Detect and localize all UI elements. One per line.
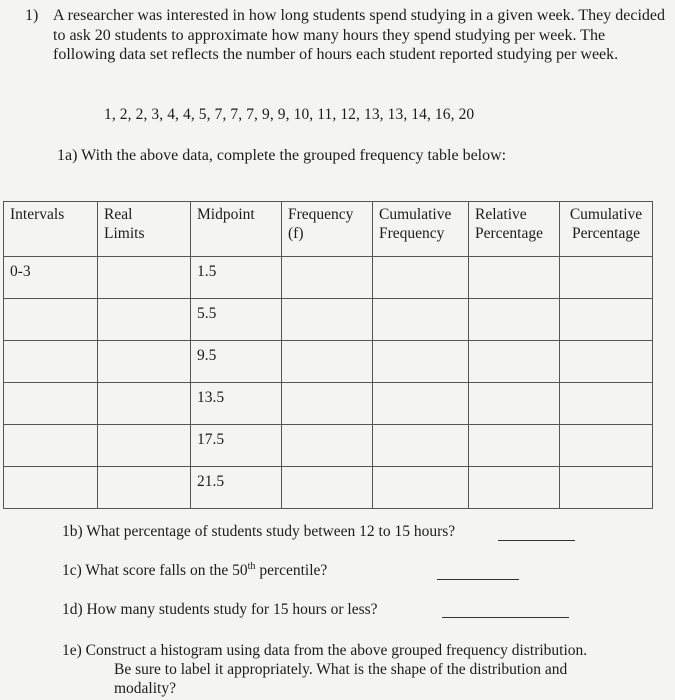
header-cumulative-percentage: Cumulative Percentage	[560, 202, 653, 257]
question-text: A researcher was interested in how long students spend studying in a given week. They decided to ask 20 students to approximate how many hours they spend studying per week. The following data set reflects the number of hours each student reported studying per week.	[53, 7, 665, 63]
cumulative-percentage-cell[interactable]	[560, 257, 653, 299]
frequency-cell[interactable]	[282, 299, 373, 341]
cumulative-percentage-cell[interactable]	[560, 425, 653, 467]
real-limits-cell[interactable]	[98, 467, 191, 509]
cumulative-frequency-cell[interactable]	[373, 257, 469, 299]
part-a-prompt: 1a) With the above data, complete the grouped frequency table below:	[57, 147, 507, 164]
midpoint-cell: 5.5	[191, 299, 282, 341]
interval-cell[interactable]	[4, 341, 98, 383]
part-c-prompt: 1c) What score falls on the 50th percentile?	[62, 560, 328, 579]
midpoint-cell: 1.5	[191, 257, 282, 299]
part-e-prompt: 1e) Construct a histogram using data from the above grouped frequency distribution. Be sure to label it appropriately. What is the shape of the distribution and modality?	[62, 642, 588, 697]
cumulative-frequency-cell[interactable]	[373, 467, 469, 509]
interval-cell[interactable]	[4, 299, 98, 341]
table-row	[4, 341, 653, 383]
relative-percentage-cell[interactable]	[469, 299, 560, 341]
cumulative-percentage-cell[interactable]	[560, 467, 653, 509]
header-intervals: Intervals	[4, 202, 98, 257]
cumulative-frequency-cell[interactable]	[373, 341, 469, 383]
cumulative-percentage-cell[interactable]	[560, 299, 653, 341]
interval-cell[interactable]	[4, 425, 98, 467]
cumulative-frequency-cell[interactable]	[373, 299, 469, 341]
relative-percentage-cell[interactable]	[469, 383, 560, 425]
interval-cell[interactable]	[4, 467, 98, 509]
real-limits-cell[interactable]	[98, 425, 191, 467]
part-d-answer-blank[interactable]	[442, 617, 569, 618]
frequency-cell[interactable]	[282, 425, 373, 467]
real-limits-cell[interactable]	[98, 299, 191, 341]
frequency-cell[interactable]	[282, 383, 373, 425]
question-number: 1)	[25, 7, 39, 24]
header-real-limits: Real Limits	[98, 202, 191, 257]
frequency-cell[interactable]	[282, 257, 373, 299]
table-row	[4, 425, 653, 467]
frequency-cell[interactable]	[282, 341, 373, 383]
relative-percentage-cell[interactable]	[469, 425, 560, 467]
cumulative-percentage-cell[interactable]	[560, 383, 653, 425]
cumulative-frequency-cell[interactable]	[373, 425, 469, 467]
table-row	[4, 383, 653, 425]
midpoint-cell: 21.5	[191, 467, 282, 509]
part-b-prompt: 1b) What percentage of students study between 12 to 15 hours?	[62, 523, 456, 540]
midpoint-cell: 17.5	[191, 425, 282, 467]
header-cumulative-frequency: Cumulative Frequency	[373, 202, 469, 257]
table-row	[4, 299, 653, 341]
real-limits-cell[interactable]	[98, 383, 191, 425]
grouped-frequency-table	[3, 201, 653, 509]
midpoint-cell: 13.5	[191, 383, 282, 425]
midpoint-cell: 9.5	[191, 341, 282, 383]
table-header-row	[4, 202, 653, 257]
frequency-cell[interactable]	[282, 467, 373, 509]
table-row	[4, 257, 653, 299]
relative-percentage-cell[interactable]	[469, 341, 560, 383]
table-row	[4, 467, 653, 509]
cumulative-percentage-cell[interactable]	[560, 341, 653, 383]
cumulative-frequency-cell[interactable]	[373, 383, 469, 425]
part-c-answer-blank[interactable]	[437, 579, 519, 580]
header-relative-percentage: Relative Percentage	[469, 202, 560, 257]
real-limits-cell[interactable]	[98, 257, 191, 299]
header-midpoint: Midpoint	[191, 202, 282, 257]
header-frequency: Frequency (f)	[282, 202, 373, 257]
part-d-prompt: 1d) How many students study for 15 hours or less?	[62, 601, 378, 618]
relative-percentage-cell[interactable]	[469, 257, 560, 299]
data-set: 1, 2, 2, 3, 4, 4, 5, 7, 7, 7, 9, 9, 10, 11, 12, 13, 13, 14, 16, 20	[104, 106, 475, 123]
interval-cell[interactable]	[4, 383, 98, 425]
real-limits-cell[interactable]	[98, 341, 191, 383]
part-b-answer-blank[interactable]	[498, 540, 575, 541]
relative-percentage-cell[interactable]	[469, 467, 560, 509]
interval-cell[interactable]: 0-3	[4, 257, 98, 299]
